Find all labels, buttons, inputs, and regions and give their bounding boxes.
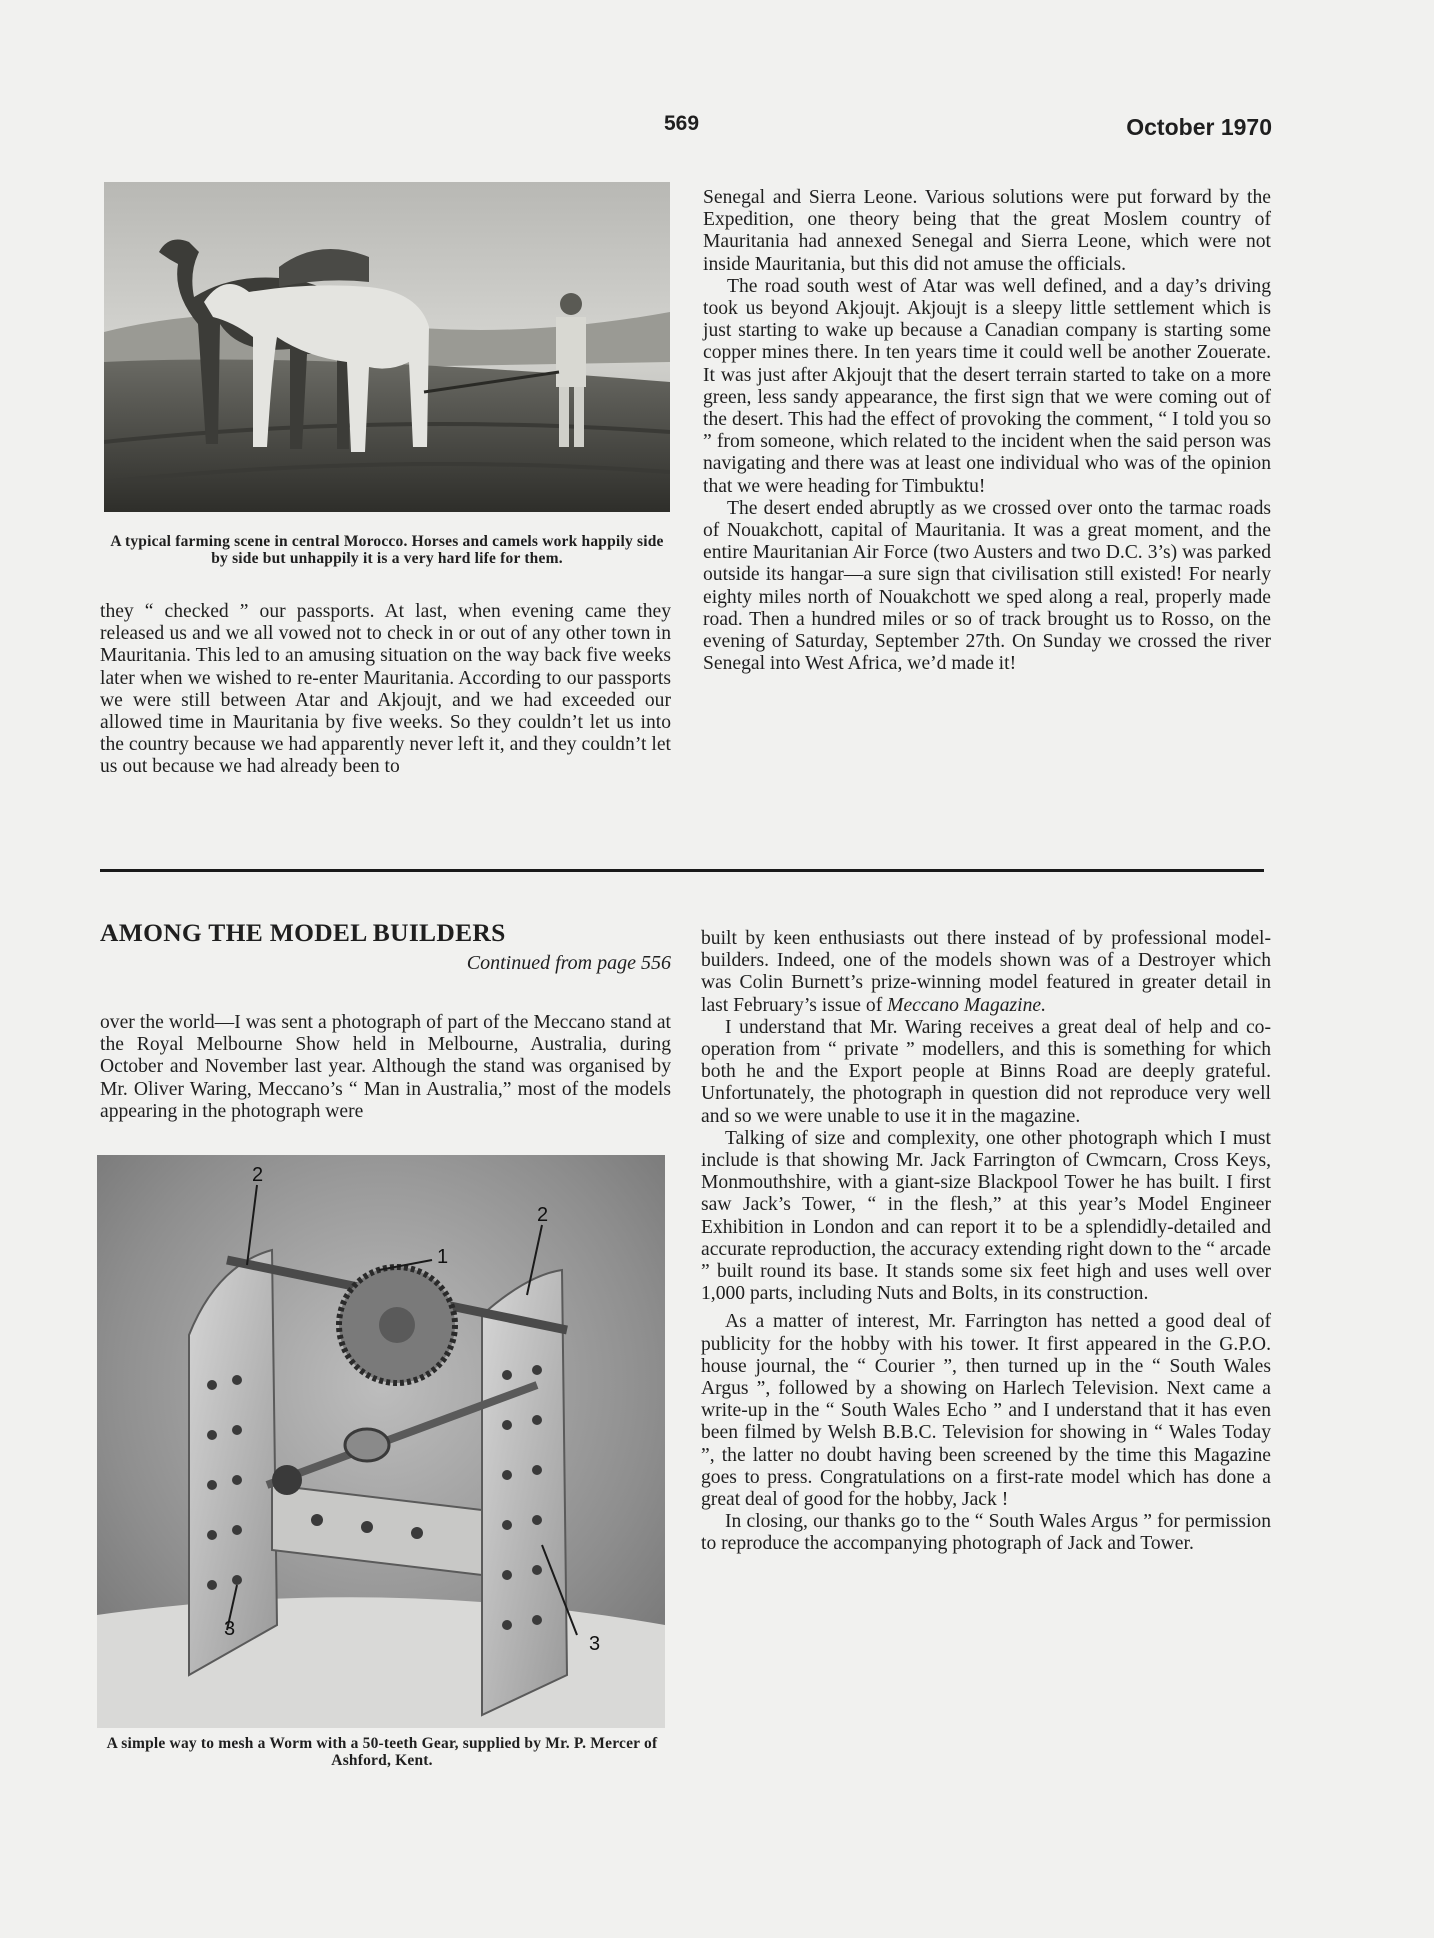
body-paragraph: I understand that Mr. Waring receives a great deal of help and co-operation from “ private ” modellers, and this is something for which both he and the Export people at Binns Road are deeply grateful. Unfortunately, the photograph in question did not reproduce very well and so we were unable to use it in the magazine. bbox=[701, 1016, 1271, 1127]
section-divider bbox=[100, 869, 1264, 872]
photo-label: 3 bbox=[224, 1618, 236, 1640]
meccano-model-image bbox=[97, 1155, 665, 1728]
photo-label: 1 bbox=[437, 1246, 449, 1268]
meccano-photo-caption: A simple way to mesh a Worm with a 50-teeth Gear, supplied by Mr. P. Mercer of Ashford, Kent. bbox=[106, 1735, 658, 1769]
magazine-title: Meccano Magazine. bbox=[887, 994, 1046, 1016]
photo-label: 2 bbox=[252, 1164, 264, 1186]
body-paragraph: they “ checked ” our passports. At last, when evening came they released us and we all vowed not to check in or out of any other town in Mauritania. This led to an amusing situation on the way back five weeks later when we wished to re-enter Mauritania. According to our passports we were still between Atar and Akjoujt, and we had exceeded our allowed time in Mauritania by five weeks. So they couldn’t let us into the country because we had apparently never left it, and they couldn’t let us out because we had already been to bbox=[100, 601, 671, 778]
body-paragraph: As a matter of interest, Mr. Farrington has netted a good deal of publicity for the hobby with his tower. It first appeared in the G.P.O. house journal, the “ Courier ”, then turned up in the “ South Wales Argus ”, followed by a showing on Harlech Television. Next came a write-up in the “ South Wales Echo ” and I understand that it has even been filmed by Welsh B.B.C. Television for showing in “ Wales Today ”, the latter no doubt having been screened by the time this Magazine goes to press. Congratulations on a first-rate model which has done a great deal of good for the hobby, Jack ! bbox=[701, 1311, 1271, 1511]
body-paragraph: Talking of size and complexity, one other photograph which I must include is that showing Mr. Jack Farrington of Cwmcarn, Cross Keys, Monmouthshire, with a giant-size Blackpool Tower he has built. I first saw Jack’s Tower, “ in the flesh,” at this year’s Model Engineer Exhibition in London and can report it to be a splendidly-detailed and accurate reproduction, the accuracy extending right down to the “ arcade ” built round its base. It stands some six feet high and uses well over 1,000 parts, including Nuts and Bolts, in its construction. bbox=[701, 1127, 1271, 1305]
body-paragraph bbox=[701, 928, 1271, 1017]
issue-date: October 1970 bbox=[1126, 114, 1272, 140]
photo-label: 3 bbox=[589, 1633, 601, 1655]
farming-scene-photo bbox=[104, 182, 670, 512]
body-paragraph: The desert ended abruptly as we crossed over onto the tarmac roads of Nouakchott, capital of Mauritania. It was a great moment, and the entire Mauritanian Air Force (two Austers and two D.C. 3’s) was parked outside its hangar—a sure sign that civilisation still existed! For nearly eighty miles north of Nouakchott we sped along a real, properly made road. Then a hundred miles or so of track brought us to Rosso, on the evening of Saturday, September 27th. On Sunday we crossed the river Senegal into West Africa, we’d made it! bbox=[703, 497, 1271, 675]
page-number: 569 bbox=[664, 112, 700, 135]
farming-scene-image bbox=[104, 182, 670, 512]
body-paragraph: In closing, our thanks go to the “ South Wales Argus ” for permission to reproduce the accompanying photograph of Jack and Tower. bbox=[701, 1511, 1271, 1555]
meccano-worm-gear-photo bbox=[97, 1155, 665, 1728]
continued-note: Continued from page 556 bbox=[466, 952, 671, 974]
body-paragraph: The road south west of Atar was well defined, and a day’s driving took us beyond Akjoujt. Akjoujt is a sleepy little settlement which is just starting to wake up because a Canadian company is starting some copper mines there. In ten years time it could well be another Zouerate. It was just after Akjoujt that the desert terrain started to take on a more green, less sandy appearance, the first sign that we were coming out of the desert. This had the effect of provoking the comment, “ I told you so ” from someone, which related to the incident when the said person was navigating and there was at least one individual who was of the opinion that we were heading for Timbuktu! bbox=[703, 275, 1271, 497]
photo-label: 2 bbox=[537, 1204, 549, 1226]
body-paragraph: Senegal and Sierra Leone. Various solutions were put forward by the Expedition, one theory being that the great Moslem country of Mauritania had annexed Senegal and Sierra Leone, which were not inside Mauritania, but this did not amuse the officials. bbox=[703, 187, 1271, 275]
body-paragraph: over the world—I was sent a photograph of part of the Meccano stand at the Royal Melbourne Show held in Melbourne, Australia, during October and November last year. Although the stand was organised by Mr. Oliver Waring, Meccano’s “ Man in Australia,” most of the models appearing in the photograph were bbox=[100, 1012, 671, 1122]
paragraph-text: built by keen enthusiasts out there instead of by professional model-builders. Indeed, one of the models shown was of a Destroyer which was Colin Burnett’s prize-winning model featured in greater detail in last February’s issue of bbox=[701, 928, 1271, 1016]
section-title: AMONG THE MODEL BUILDERS bbox=[100, 918, 506, 947]
farming-photo-caption: A typical farming scene in central Morocco. Horses and camels work happily side by side but unhappily it is a very hard life for them. bbox=[110, 533, 664, 567]
